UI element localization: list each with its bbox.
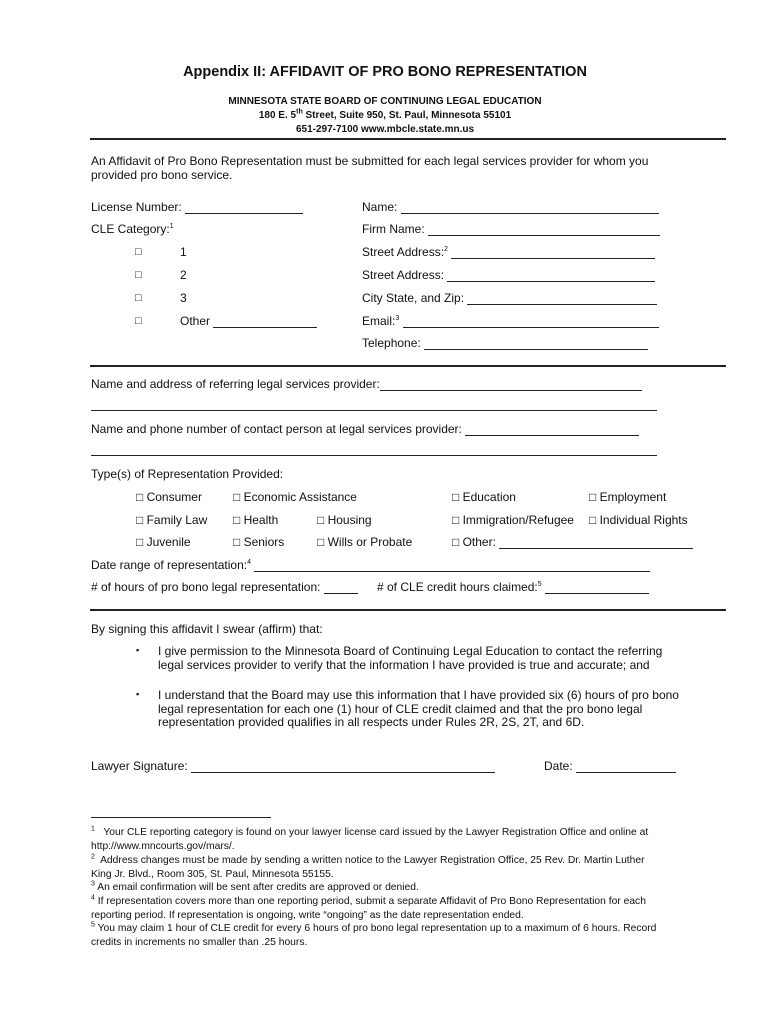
- cle-other-checkbox[interactable]: □: [135, 315, 142, 327]
- cle-cat1-checkbox[interactable]: □: [135, 246, 142, 258]
- type-education-checkbox[interactable]: □ Education: [452, 490, 516, 504]
- contact-person-line-2[interactable]: [91, 455, 657, 456]
- email-field[interactable]: Email:$^3$: [362, 314, 659, 328]
- date-field[interactable]: Date:: [544, 759, 676, 773]
- cle-cat3-checkbox[interactable]: □: [135, 292, 142, 304]
- section-divider-1: [90, 365, 726, 367]
- type-employment-checkbox[interactable]: □ Employment: [589, 490, 667, 504]
- footnote-divider: [91, 817, 271, 818]
- affirm-heading: By signing this affidavit I swear (affirm) that:: [91, 622, 323, 636]
- bullet-1: ▪: [136, 645, 140, 655]
- affirm-item-1: I give permission to the Minnesota Board of Continuing Legal Education to contact the referring legal services provider to verify that the information I have provided is true and accurate; and: [158, 644, 663, 672]
- type-economic-checkbox[interactable]: □ Economic Assistance: [233, 490, 357, 504]
- type-individual-rights-checkbox[interactable]: □ Individual Rights: [589, 513, 688, 527]
- intro-text: An Affidavit of Pro Bono Representation must be submitted for each legal services provider for whom you provided pro bono service.: [91, 154, 649, 182]
- cle-hours-field[interactable]: # of CLE credit hours claimed:$^5$: [377, 580, 649, 594]
- type-juvenile-checkbox[interactable]: □ Juvenile: [136, 535, 191, 549]
- type-other-field[interactable]: □ Other:: [452, 535, 693, 549]
- city-state-zip-field[interactable]: City State, and Zip:: [362, 291, 657, 305]
- cle-cat1-label: 1: [180, 245, 187, 259]
- contact-person-field[interactable]: Name and phone number of contact person at legal services provider:: [91, 422, 639, 436]
- hours-field[interactable]: # of hours of pro bono legal representation:: [91, 580, 358, 594]
- footnote-3: $^3$ An email confirmation will be sent after credits are approved or denied.: [91, 880, 419, 893]
- cle-category-label: CLE Category:$^1$: [91, 222, 174, 236]
- cle-cat3-label: 3: [180, 291, 187, 305]
- header-divider: [90, 138, 726, 140]
- section-divider-2: [90, 609, 726, 611]
- telephone-field[interactable]: Telephone:: [362, 336, 648, 350]
- footnote-5: $^5$ You may claim 1 hour of CLE credit for every 6 hours of pro bono legal representation up to a maximum of 6 hours. Record credits in increments no smaller than .25 hours.: [91, 921, 657, 948]
- date-range-field[interactable]: Date range of representation:$^4$: [91, 558, 650, 572]
- page-title: Appendix II: AFFIDAVIT OF PRO BONO REPRESENTATION: [183, 64, 587, 80]
- name-field[interactable]: Name:: [362, 200, 659, 214]
- footnote-4: $^4$ If representation covers more than one reporting period, submit a separate Affidavit of Pro Bono Representation for each reporting period. If representation is ongoing, write “ongoing” as the date representation ended.: [91, 894, 646, 921]
- type-health-checkbox[interactable]: □ Health: [233, 513, 279, 527]
- cle-cat2-label: 2: [180, 268, 187, 282]
- type-seniors-checkbox[interactable]: □ Seniors: [233, 535, 285, 549]
- type-housing-checkbox[interactable]: □ Housing: [317, 513, 372, 527]
- type-immigration-checkbox[interactable]: □ Immigration/Refugee: [452, 513, 574, 527]
- firm-name-field[interactable]: Firm Name:: [362, 222, 660, 236]
- type-consumer-checkbox[interactable]: □ Consumer: [136, 490, 202, 504]
- referring-provider-line-2[interactable]: [91, 410, 657, 411]
- type-family-law-checkbox[interactable]: □ Family Law: [136, 513, 208, 527]
- board-address: 180 E. 5th Street, Suite 950, St. Paul, Minnesota 55101: [258, 108, 512, 121]
- lawyer-signature-field[interactable]: Lawyer Signature:: [91, 759, 495, 773]
- type-wills-checkbox[interactable]: □ Wills or Probate: [317, 535, 413, 549]
- types-heading: Type(s) of Representation Provided:: [91, 467, 284, 481]
- affirm-item-2: I understand that the Board may use this information that I have provided six (6) hours of pro bono legal representation for each one (1) hour of CLE credit claimed and that the pro bono legal representation provided qualifies in all respects under Rules 2R, 2S, 2T, and 6D.: [158, 688, 679, 729]
- license-number-field[interactable]: License Number:: [91, 200, 303, 214]
- cle-other-field[interactable]: Other: [180, 314, 317, 328]
- referring-provider-field[interactable]: Name and address of referring legal services provider:: [91, 377, 642, 391]
- footnote-1: $^1$ Your CLE reporting category is found on your lawyer license card issued by the Lawyer Registration Office and online at http://www.mncourts.gov/mars/.: [91, 825, 649, 852]
- board-name: MINNESOTA STATE BOARD OF CONTINUING LEGAL EDUCATION: [228, 96, 542, 107]
- street-address-field[interactable]: Street Address:$^2$: [362, 245, 655, 259]
- footnote-2: $^2$ Address changes must be made by sending a written notice to the Lawyer Registration Office, 25 Rev. Dr. Martin Luther King Jr. Blvd., Room 305, St. Paul, Minnesota 55155.: [91, 853, 645, 880]
- bullet-2: ▪: [136, 689, 140, 699]
- street-address-2-field[interactable]: Street Address:: [362, 268, 655, 282]
- cle-cat2-checkbox[interactable]: □: [135, 269, 142, 281]
- board-contact: 651-297-7100 www.mbcle.state.mn.us: [295, 124, 475, 135]
